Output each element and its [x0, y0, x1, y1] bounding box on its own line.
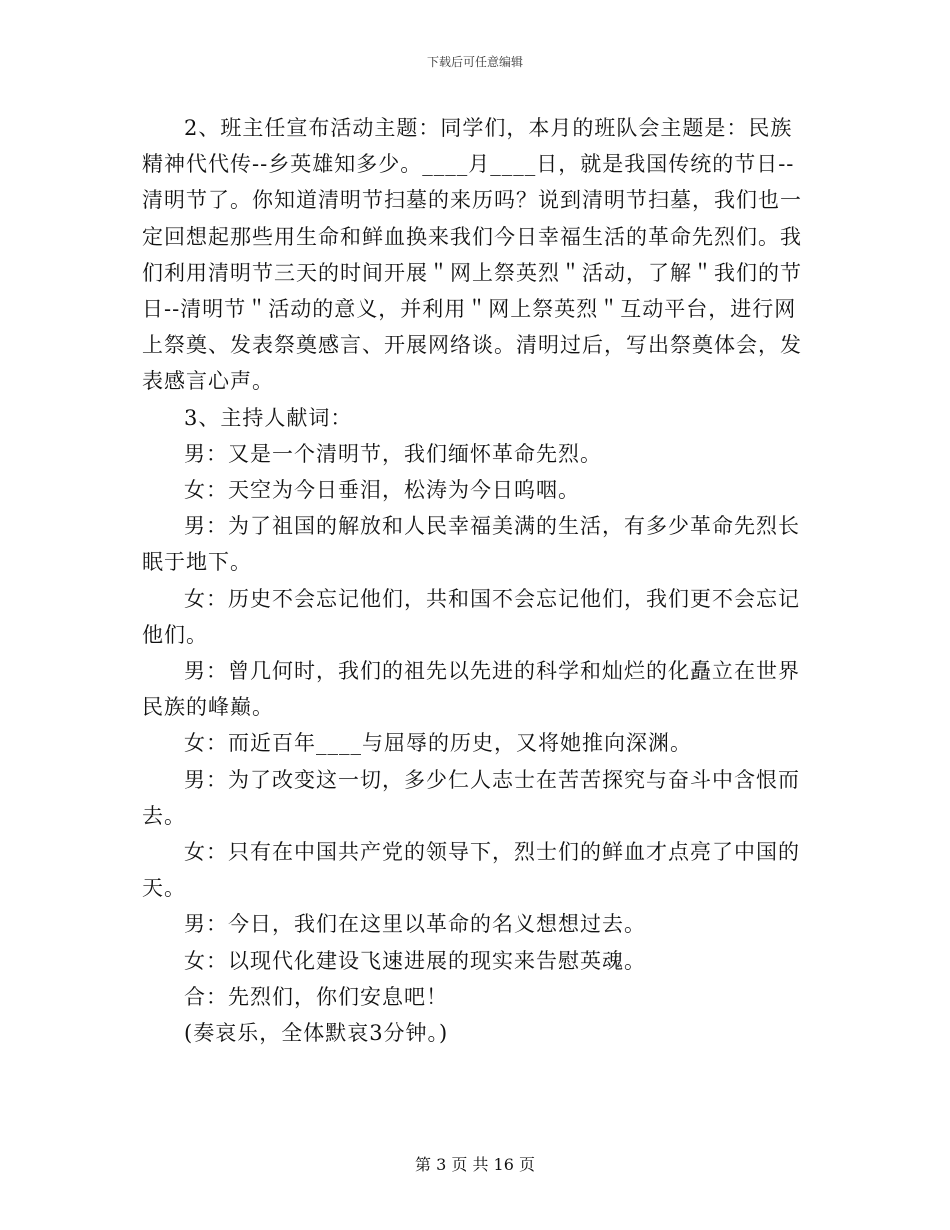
paragraph-host-speech-heading: 3、主持人献词：: [184, 405, 353, 430]
paragraph-dialogue: 女：历史不会忘记他们，共和国不会忘记他们，我们更不会忘记他们。: [142, 586, 800, 647]
paragraph-dialogue: 男：又是一个清明节，我们缅怀革命先烈。: [184, 441, 602, 466]
page-header: 下载后可任意编辑: [426, 55, 523, 69]
paragraph-dialogue: 男：今日，我们在这里以革命的名义想想过去。: [184, 912, 646, 937]
paragraph-dialogue: 女：而近百年____与屈辱的历史，又将她推向深渊。: [184, 731, 692, 756]
paragraph-dialogue: 男：为了祖国的解放和人民幸福美满的生活，有多少革命先烈长眠于地下。: [142, 514, 800, 575]
document-body: [142, 110, 807, 1051]
paragraph-dialogue: 合：先烈们，你们安息吧！: [184, 984, 448, 1009]
paragraph-dialogue: 男：为了改变这一切，多少仁人志士在苦苦探究与奋斗中含恨而去。: [142, 767, 800, 828]
page-footer-page-number: 第 3 页 共 16 页: [415, 1155, 535, 1174]
paragraph-activity-theme: 2、班主任宣布活动主题：同学们，本月的班队会主题是：民族精神代代传--乡英雄知多少。____月____日，就是我国传统的节日--清明节了。你知道清明节扫墓的来历吗？说到清明节扫墓，我们也一定回想起那些用生命和鲜血换来我们今日幸福生活的革命先烈们。我们利用清明节三天的时间开展＂网上祭英烈＂活动，了解＂我们的节日--清明节＂活动的意义，并利用＂网上祭英烈＂互动平台，进行网上祭奠、发表祭奠感言、开展网络谈。清明过后，写出祭奠体会，发表感言心声。: [142, 116, 802, 394]
paragraph-stage-direction: (奏哀乐，全体默哀3分钟。): [184, 1021, 449, 1046]
paragraph-dialogue: 男：曾几何时，我们的祖先以先进的科学和灿烂的化矗立在世界民族的峰巅。: [142, 659, 800, 720]
paragraph-dialogue: 女：天空为今日垂泪，松涛为今日呜咽。: [184, 478, 580, 503]
paragraph-dialogue: 女：以现代化建设飞速进展的现实来告慰英魂。: [184, 948, 646, 973]
paragraph-dialogue: 女：只有在中国共产党的领导下，烈士们的鲜血才点亮了中国的天。: [142, 840, 800, 901]
